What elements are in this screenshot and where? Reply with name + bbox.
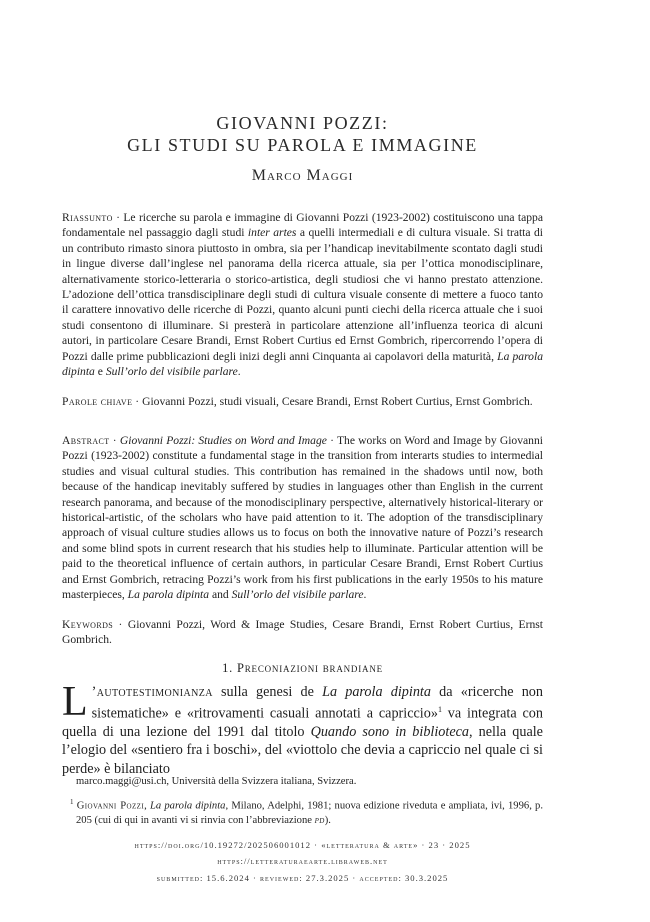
riassunto-italic-2: La parola dipinta bbox=[62, 349, 543, 379]
body-text-2: da «ricerche non sistematiche» e «ritrovamenti casuali annotati a capriccio» bbox=[91, 684, 543, 722]
body-italic-2: Quando sono in biblioteca bbox=[310, 724, 470, 741]
footnote-1-text: , Milano, Adelphi, 1981; nuova edizione riveduta e ampliata, ivi, 1996, p. 205 (cui di qui in avanti vi si rinvia con l’abbreviazione bbox=[76, 800, 544, 826]
doi-line[interactable]: https://doi.org/10.19272/202506001012 · «letteratura & arte» · 23 · 2025 bbox=[134, 840, 471, 850]
abstract-conj: and bbox=[209, 588, 232, 602]
keywords-text: Giovanni Pozzi, Word & Image Studies, Cesare Brandi, Ernst Robert Curtius, Ernst Gombrich. bbox=[62, 618, 543, 647]
riassunto-conj: e bbox=[94, 365, 106, 379]
title-line-2: GLI STUDI SU PAROLA E IMMAGINE bbox=[127, 135, 478, 155]
abstract-sep-2: · bbox=[326, 434, 337, 447]
parole-chiave-label: Parole chiave bbox=[62, 395, 133, 408]
abstract-label: Abstract bbox=[62, 434, 110, 447]
article-title bbox=[62, 112, 543, 156]
body-text-4: , nella quale l’elogio del «sentiero fra i boschi», del «viottolo che devia a capriccio nel quale ci si perde» è bilanciato bbox=[62, 724, 543, 777]
body-text-1: sulla genesi de bbox=[212, 684, 323, 700]
abstract-italic-2: La parola dipinta bbox=[127, 588, 210, 602]
riassunto-text-1: Le ricerche su parola e immagine di Giovanni Pozzi (1923-2002) costituiscono una tappa fondamentale nel passaggio dagli studi bbox=[62, 211, 543, 240]
drop-cap: L bbox=[62, 679, 88, 725]
footnote-1-author: Giovanni Pozzi bbox=[76, 800, 145, 812]
riassunto-italic-3: Sull’orlo del visibile parlare bbox=[105, 365, 238, 379]
dates-line: submitted: 15.6.2024 · reviewed: 27.3.2025 · accepted: 30.3.2025 bbox=[156, 873, 449, 883]
riassunto-italic-1: inter artes bbox=[247, 226, 297, 240]
abstract-sep-1: · bbox=[109, 434, 120, 447]
abstract-block bbox=[62, 433, 543, 602]
keywords-block bbox=[62, 617, 543, 648]
abstract-text: The works on Word and Image by Giovanni Pozzi (1923-2002) constitute a fundamental stage in the transition from interarts studies to intermedial studies and visual cultural studies. This contribution has remained in the shadows until now, both because of the handicap inevitably suffered by studies in languages other than English in the current research panorama, and because of the monodisciplinary perspective, alternatively historical-literary or historical-artistic, of the scholars who have paid attention to it. The adoption of the transdisciplinary approach of visual culture studies allows us to focus on both the innovative nature of Pozzi’s research and some blind spots in current research that his studies help to illuminate. Particular attention will be paid to the theoretical influence of certain authors, in particular Cesare Brandi, Ernst Robert Curtius and Ernst Gombrich, retracing Pozzi’s work from his first publications in the early 1950s to his mature masterpieces, bbox=[62, 434, 543, 602]
body-paragraph bbox=[62, 679, 543, 778]
keywords-label: Keywords bbox=[62, 618, 114, 631]
footnote-ref-1[interactable]: 1 bbox=[437, 705, 442, 715]
body-smallcaps-start: ’autotestimonianza bbox=[91, 684, 213, 700]
footnote-1-sep: , bbox=[144, 800, 150, 812]
author-email-note: marco.maggi@usi.ch, Università della Svizzera italiana, Svizzera. bbox=[76, 776, 357, 787]
body-italic-1: La parola dipinta bbox=[322, 684, 431, 700]
body-text-3: va integrata con quella di una lezione del 1991 dal titolo bbox=[62, 705, 543, 741]
riassunto-label: Riassunto bbox=[62, 211, 113, 224]
footnote-1-number: 1 bbox=[70, 798, 74, 806]
abstract-end: . bbox=[363, 588, 367, 602]
footnotes bbox=[62, 775, 543, 828]
footnote-1 bbox=[62, 795, 543, 828]
parole-chiave-block bbox=[62, 394, 543, 409]
footnote-1-end: ). bbox=[324, 814, 331, 826]
abstract-italic-3: Sull’orlo del visibile parlare bbox=[231, 588, 364, 602]
title-line-1: GIOVANNI POZZI: bbox=[216, 113, 389, 133]
riassunto-block bbox=[62, 210, 543, 379]
article-author: Marco Maggi bbox=[251, 167, 354, 184]
riassunto-sep: · bbox=[112, 211, 124, 224]
riassunto-text-2: a quelli intermediali e di cultura visuale. Si tratta di un contributo rimasto sinora piuttosto in ombra, sia per l’handicap inevitabilmente scontato dagli studi in lingue diverse dall’inglese nel panorama della ricerca attuale, sia per l’ottica monodisciplinare, alternativamente storico-letteraria o storico-artistica, degli studiosi che vi hanno prestato attenzione. L’adozione dell’ottica transdisciplinare degli studi di cultura visuale consente di mettere a fuoco tanto il carattere innovativo delle ricerche di Pozzi, quanto alcuni punti ciechi della ricerca attuale che i suoi studi consentono di illuminare. Si presterà in particolare attenzione all’influenza teorica di alcuni autori, in particolare Cesare Brandi, Ernst Robert Curtius ed Ernst Gombrich, ripercorrendo l’opera di Pozzi dalle prime pubblicazioni degli inizi degli anni Cinquanta ai capolavori della maturità, bbox=[62, 226, 544, 363]
footnote-1-abbr: pd bbox=[314, 814, 325, 826]
section-heading: 1. Preconiazioni brandiane bbox=[222, 661, 383, 675]
copyright-sidebar bbox=[616, 0, 640, 922]
parole-chiave-sep: · bbox=[132, 395, 143, 408]
abstract-italic-title: Giovanni Pozzi: Studies on Word and Image bbox=[119, 434, 327, 447]
footnote-1-title: La parola dipinta bbox=[149, 800, 226, 812]
keywords-sep: · bbox=[113, 618, 128, 631]
riassunto-end: . bbox=[237, 365, 241, 379]
parole-chiave-text: Giovanni Pozzi, studi visuali, Cesare Brandi, Ernst Robert Curtius, Ernst Gombrich. bbox=[142, 395, 533, 408]
website-line[interactable]: https://letteraturaearte.libraweb.net bbox=[217, 856, 388, 866]
